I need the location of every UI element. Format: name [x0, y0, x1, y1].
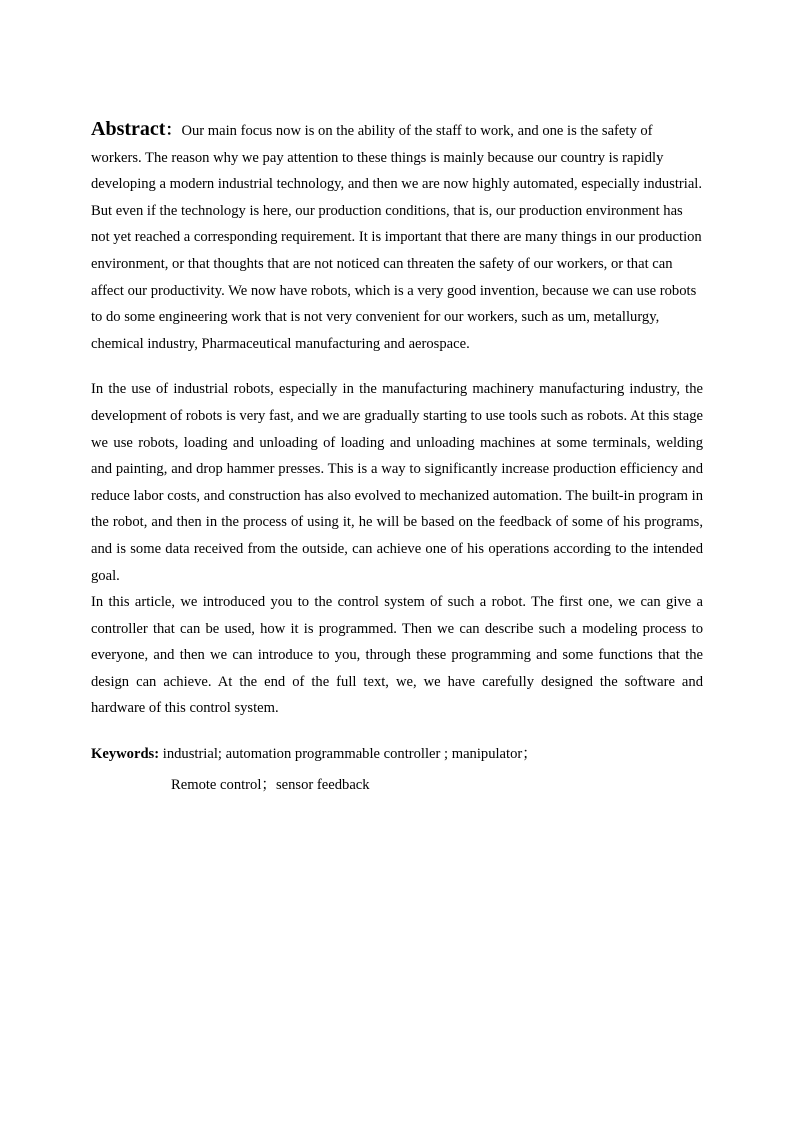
abstract-paragraph-2: In the use of industrial robots, especially in the manufacturing machinery manufacturing industry, the development of robots is very fast, and we are gradually starting to use tools such as robots. At this stage we use robots, loading and unloading of loading and unloading machines at some terminals, welding and painting, and drop hammer presses. This is a way to significantly increase production efficiency and reduce labor costs, and construction has also evolved to mechanized automation. The built-in program in the robot, and then in the process of using it, he will be based on the feedback of some of his programs, and is some data received from the outside, can achieve one of his operations according to the intended goal. — [91, 381, 703, 584]
abstract-heading: Abstract — [91, 118, 166, 140]
abstract-paragraph-1 — [91, 116, 703, 357]
abstract-heading-colon: ： — [165, 122, 182, 139]
keywords-line — [91, 741, 703, 768]
keywords-label: Keywords: — [91, 746, 160, 763]
abstract-section — [91, 116, 703, 798]
keywords-list-1: industrial; automation programmable controller ; manipulator； — [162, 746, 537, 763]
abstract-paragraph-3: In this article, we introduced you to the control system of such a robot. The first one, we can give a controller that can be used, how it is programmed. Then we can describe such a modeling process to everyone, and then we can introduce to you, through these programming and some functions that the design can achieve. At the end of the full text, we, we have carefully designed the software and hardware of this control system. — [91, 594, 703, 717]
keywords-list-2: Remote control；sensor feedback — [171, 776, 370, 793]
abstract-paragraph-1-text: Our main focus now is on the ability of the staff to work, and one is the safety of workers. The reason why we pay attention to these things is mainly because our country is rapidly developing a modern industrial technology, and then we are now highly automated, especially industrial. But even if the technology is here, our production conditions, that is, our production environment has not yet reached a corresponding requirement. It is important that there are many things in our production environment, or that thoughts that are not noticed can threaten the safety of our workers, or that can affect our productivity. We now have robots, which is a very good invention, because we can use robots to do some engineering work that is not very convenient for our workers, such as um, metallurgy, chemical industry, Pharmaceutical manufacturing and aerospace. — [91, 123, 703, 352]
